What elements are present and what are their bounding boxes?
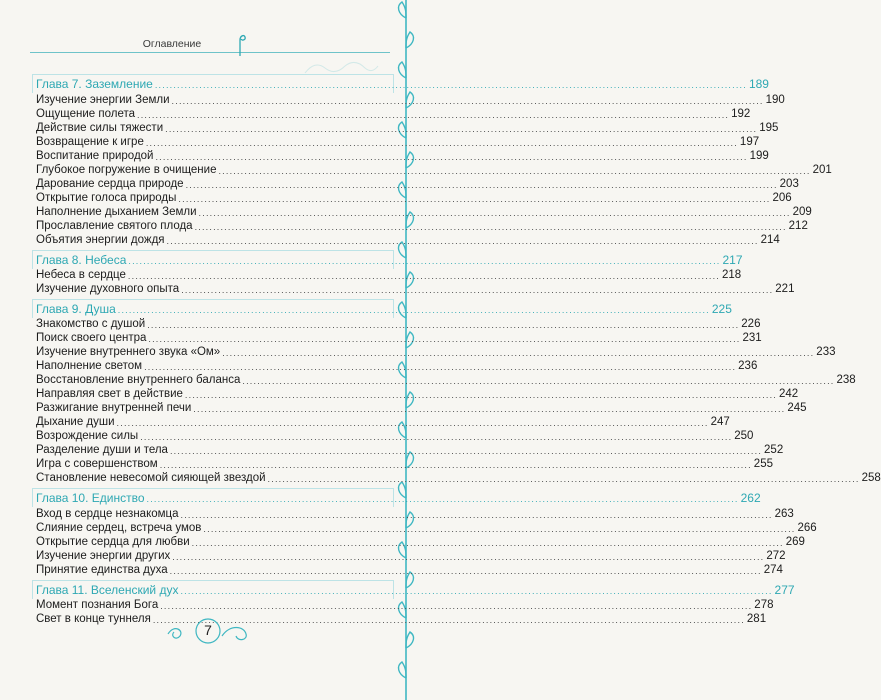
toc-entry-row[interactable] [36, 507, 794, 521]
toc-page-number: 206 [772, 192, 792, 204]
dot-leader: ................................................................................................................................................................ [181, 285, 774, 295]
toc-page-number: 197 [739, 136, 760, 148]
toc-entry-row[interactable] [36, 359, 758, 373]
toc-title: Изучение энергии других [36, 550, 171, 562]
toc-title: Открытие голоса природы [36, 192, 177, 204]
toc-title: Возвращение к игре [36, 136, 144, 148]
toc-title: Разжигание внутренней печи [36, 402, 192, 414]
dot-leader: ................................................................................................................................................................ [193, 404, 786, 414]
toc-entry-row[interactable] [36, 93, 785, 107]
dot-leader: ................................................................................................................................................................ [166, 236, 759, 246]
toc-page-number: 242 [779, 388, 799, 400]
toc-page-number: 236 [738, 360, 758, 372]
dot-leader: ................................................................................................................................................................ [242, 376, 835, 386]
toc-title: Изучение энергии Земли [36, 94, 170, 106]
toc-page-number: 233 [816, 346, 836, 358]
toc-title: Изучение внутреннего звука «Ом» [36, 346, 221, 358]
toc-title: Разделение души и тела [36, 444, 168, 456]
toc-chapter-row[interactable] [36, 77, 769, 91]
toc-page-number: 209 [792, 206, 812, 218]
toc-page-number: 281 [746, 613, 767, 625]
toc-title: Глава 9. Душа [36, 302, 116, 316]
toc-entry-row[interactable] [36, 535, 805, 549]
toc-page-number: 225 [711, 302, 732, 316]
toc-chapter-row[interactable] [36, 491, 761, 505]
toc-entry-row[interactable] [36, 191, 792, 205]
toc-title: Знакомство с душой [36, 318, 146, 330]
dot-leader: ................................................................................................................................................................ [154, 80, 747, 90]
toc-title: Прославление святого плода [36, 220, 193, 232]
dot-leader: ................................................................................................................................................................ [218, 166, 811, 176]
dot-leader: ................................................................................................................................................................ [171, 96, 764, 106]
toc-entry-row[interactable] [36, 401, 807, 415]
toc-entry-row[interactable] [36, 205, 812, 219]
dot-leader: ................................................................................................................................................................ [222, 348, 815, 358]
toc-page-number: 255 [753, 458, 773, 470]
toc-entry-row[interactable] [36, 521, 817, 535]
toc-title: Глава 10. Единство [36, 491, 145, 505]
toc-title: Вход в сердце незнакомца [36, 508, 179, 520]
toc-page-number: 266 [797, 522, 817, 534]
toc-entry-row[interactable] [36, 598, 774, 612]
toc-entry-row[interactable] [36, 149, 769, 163]
toc-entry-row[interactable] [36, 177, 799, 191]
dot-leader: ................................................................................................................................................................ [185, 180, 778, 190]
toc-title: Изучение духовного опыта [36, 283, 180, 295]
toc-entry-row[interactable] [36, 563, 783, 577]
dot-leader: ................................................................................................................................................................ [117, 305, 710, 315]
toc-entry-row[interactable] [36, 107, 751, 121]
toc-title: Глава 11. Вселенский дух [36, 583, 179, 597]
dot-leader: ................................................................................................................................................................ [137, 110, 730, 120]
toc-page-number: 226 [741, 318, 761, 330]
toc-entry-row[interactable] [36, 373, 856, 387]
page-header-title: Оглавление [108, 38, 236, 50]
toc-entry-row[interactable] [36, 387, 799, 401]
dot-leader: ................................................................................................................................................................ [180, 510, 773, 520]
toc-entry-row[interactable] [36, 457, 773, 471]
dot-leader: ................................................................................................................................................................ [198, 208, 791, 218]
toc-title: Момент познания Бога [36, 599, 159, 611]
toc-page-number: 272 [766, 550, 786, 562]
dot-leader: ................................................................................................................................................................ [148, 334, 741, 344]
toc-title: Принятие единства духа [36, 564, 168, 576]
toc-title: Дыхание души [36, 416, 115, 428]
toc-title: Возрождение силы [36, 430, 139, 442]
toc-page-number: 263 [774, 508, 794, 520]
toc-page-number: 192 [731, 108, 751, 120]
toc-title: Слияние сердец, встреча умов [36, 522, 202, 534]
dot-leader: ................................................................................................................................................................ [144, 362, 737, 372]
toc-page-number: 247 [710, 416, 730, 428]
toc-entry-row[interactable] [36, 163, 832, 177]
toc-entry-row[interactable] [36, 219, 808, 233]
toc-page-number: 258 [861, 472, 881, 484]
toc-page-number: 231 [742, 332, 762, 344]
toc-page-number: 238 [836, 374, 856, 386]
dot-leader: ................................................................................................................................................................ [147, 320, 740, 330]
toc-page-number: 250 [734, 430, 754, 442]
toc-page-number: 274 [763, 564, 783, 576]
toc-entry-row[interactable] [36, 268, 742, 282]
toc-chapter-row[interactable] [36, 583, 795, 597]
toc-entry-row[interactable] [36, 429, 754, 443]
dot-leader: ................................................................................................................................................................ [160, 601, 753, 611]
toc-page-number: 277 [774, 583, 795, 597]
dot-leader: ................................................................................................................................................................ [127, 271, 720, 281]
dot-leader: ................................................................................................................................................................ [180, 586, 773, 596]
dot-leader: ................................................................................................................................................................ [184, 390, 777, 400]
toc-entry-row[interactable] [36, 331, 762, 345]
toc-title: Ощущение полета [36, 108, 136, 120]
toc-title: Становление невесомой сияющей звездой [36, 472, 266, 484]
dot-leader: ................................................................................................................................................................ [128, 256, 721, 266]
toc-page-number: 221 [775, 283, 795, 295]
toc-title: Игра с совершенством [36, 458, 158, 470]
dot-leader: ................................................................................................................................................................ [145, 138, 738, 148]
toc-page-number: 269 [785, 536, 805, 548]
dot-leader: ................................................................................................................................................................ [159, 460, 752, 470]
toc-page-number: 218 [722, 269, 742, 281]
dot-leader: ................................................................................................................................................................ [191, 538, 784, 548]
toc-page-number: 203 [779, 178, 799, 190]
toc-title: Наполнение дыханием Земли [36, 206, 197, 218]
toc-chapter-row[interactable] [36, 302, 732, 316]
toc-entry-row[interactable] [36, 471, 881, 485]
toc-page-number: 189 [748, 77, 769, 91]
toc-title: Дарование сердца природе [36, 178, 184, 190]
toc-page-number: 252 [764, 444, 784, 456]
toc-entry-row[interactable] [36, 282, 795, 296]
toc-entry-row[interactable] [36, 233, 780, 247]
toc-entry-row[interactable] [36, 317, 761, 331]
toc-title: Поиск своего центра [36, 332, 147, 344]
dot-leader: ................................................................................................................................................................ [140, 432, 733, 442]
toc-page-number: 190 [765, 94, 785, 106]
toc-entry-row[interactable] [36, 443, 784, 457]
toc-entry-row[interactable] [36, 135, 760, 149]
toc-title: Глава 8. Небеса [36, 253, 127, 267]
toc-page-number: 262 [740, 491, 761, 505]
toc-title: Восстановление внутреннего баланса [36, 374, 241, 386]
toc-entry-row[interactable] [36, 415, 730, 429]
toc-title: Глубокое погружение в очищение [36, 164, 217, 176]
toc-entry-row[interactable] [36, 549, 786, 563]
toc-page-number: 201 [812, 164, 832, 176]
dot-leader: ................................................................................................................................................................ [169, 446, 763, 456]
dot-leader: ................................................................................................................................................................ [116, 418, 709, 428]
dot-leader: ................................................................................................................................................................ [155, 152, 748, 162]
toc-page-number: 214 [760, 234, 780, 246]
dot-leader: ................................................................................................................................................................ [178, 194, 771, 204]
toc-chapter-row[interactable] [36, 253, 743, 267]
toc-page-number: 199 [749, 150, 769, 162]
toc-page-number: 278 [754, 599, 774, 611]
dot-leader: ................................................................................................................................................................ [165, 124, 758, 134]
toc-title: Воспитание природой [36, 150, 154, 162]
toc-page-number: 245 [787, 402, 807, 414]
toc-title: Открытие сердца для любви [36, 536, 190, 548]
toc-page-number: 195 [759, 122, 779, 134]
dot-leader: ................................................................................................................................................................ [169, 566, 762, 576]
toc-title: Направляя свет в действие [36, 388, 183, 400]
dot-leader: ................................................................................................................................................................ [146, 494, 739, 504]
toc-title: Небеса в сердце [36, 269, 126, 281]
toc-title: Глава 7. Заземление [36, 77, 153, 91]
toc-title: Объятия энергии дождя [36, 234, 165, 246]
dot-leader: ................................................................................................................................................................ [194, 222, 787, 232]
toc-entry-row[interactable] [36, 121, 779, 135]
toc-page-number: 217 [722, 253, 743, 267]
toc-title: Наполнение светом [36, 360, 143, 372]
toc-page-number: 212 [788, 220, 808, 232]
toc-title: Свет в конце туннеля [36, 613, 151, 625]
toc-entry-row[interactable] [36, 345, 836, 359]
dot-leader: ................................................................................................................................................................ [203, 524, 796, 534]
dot-leader: ................................................................................................................................................................ [152, 615, 745, 625]
page-number: 7 [204, 622, 212, 638]
dot-leader: ................................................................................................................................................................ [267, 474, 860, 484]
toc-title: Действие силы тяжести [36, 122, 164, 134]
dot-leader: ................................................................................................................................................................ [172, 552, 765, 562]
